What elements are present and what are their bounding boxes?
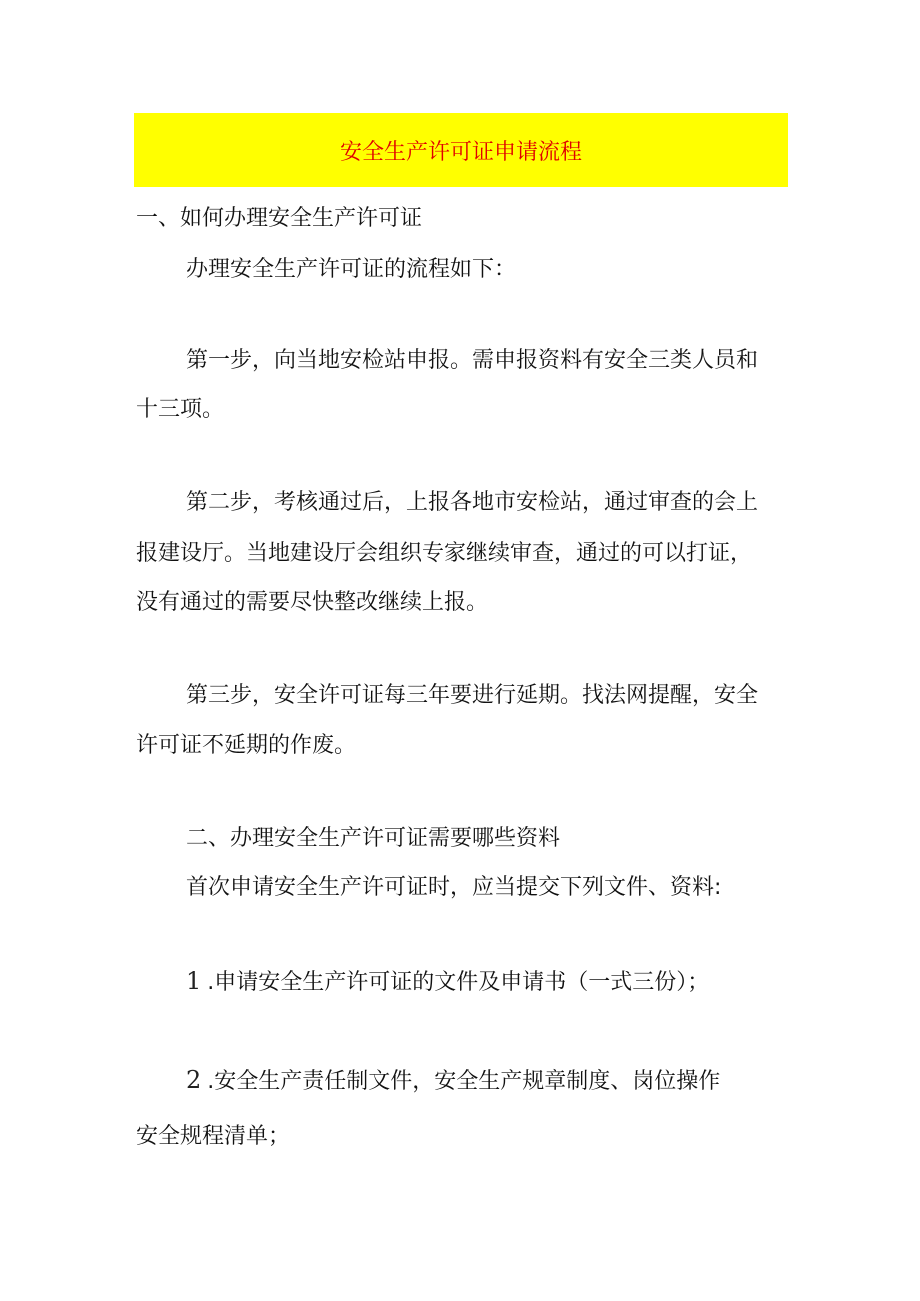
- section-2-intro: 首次申请安全生产许可证时，应当提交下列文件、资料:: [186, 875, 722, 900]
- title-banner: [134, 113, 788, 187]
- list-item-1: [186, 968, 709, 996]
- step-3-line-1: 第三步，安全许可证每三年要进行延期。找法网提醒，安全: [186, 683, 759, 708]
- list-item-2-line-1: [186, 1067, 720, 1095]
- list-item-2-number: 2: [186, 1066, 202, 1094]
- list-item-1-number: 1: [186, 967, 202, 995]
- list-item-1-text: .申请安全生产许可证的文件及申请书（一式三份）；: [207, 970, 710, 995]
- section-1-heading: 一、如何办理安全生产许可证: [136, 206, 423, 231]
- section-2-heading: 二、办理安全生产许可证需要哪些资料: [186, 826, 561, 851]
- step-1-line-1: 第一步，向当地安检站申报。需申报资料有安全三类人员和: [186, 348, 759, 373]
- step-2-line-1: 第二步，考核通过后，上报各地市安检站，通过审查的会上: [186, 490, 759, 515]
- step-3-line-2: 许可证不延期的作废。: [136, 733, 357, 758]
- step-1-line-2: 十三项。: [136, 397, 225, 422]
- document-title: 安全生产许可证申请流程: [339, 139, 582, 165]
- step-2-line-2: 报建设厅。当地建设厅会组织专家继续审查，通过的可以打证，: [136, 541, 753, 566]
- step-2-line-3: 没有通过的需要尽快整改继续上报。: [136, 590, 489, 615]
- list-item-2-line-2: 安全规程清单；: [136, 1124, 291, 1149]
- section-1-intro: 办理安全生产许可证的流程如下：: [186, 257, 517, 282]
- list-item-2-text: .安全生产责任制文件，安全生产规章制度、岗位操作: [207, 1069, 721, 1094]
